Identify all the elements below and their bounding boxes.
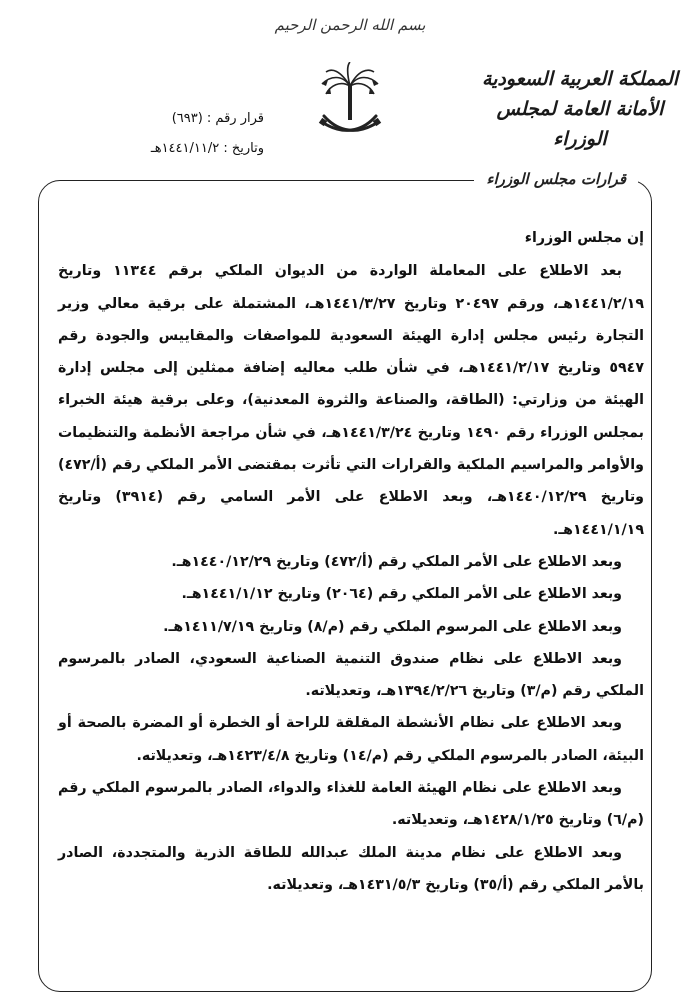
issuer-block bbox=[480, 66, 680, 154]
decision-number: قرار رقم : (٦٩٣) bbox=[171, 111, 264, 126]
body-paragraph: وبعد الاطلاع على الأمر الملكي رقم (٢٠٦٤) وتاريخ ١٤٤١/١/١٢هـ. bbox=[181, 586, 622, 603]
body-paragraph: وبعد الاطلاع على نظام مدينة الملك عبدالله للطاقة الذرية والمتجددة، الصادر بالأمر الملكي رقم (أ/٣٥) وتاريخ ١٤٣١/٥/٣هـ، وتعديلاته. bbox=[58, 844, 644, 893]
body-paragraph: وبعد الاطلاع على المرسوم الملكي رقم (م/٨) وتاريخ ١٤١١/٧/١٩هـ. bbox=[163, 618, 622, 635]
frame-title: قرارات مجلس الوزراء bbox=[474, 166, 638, 192]
decision-body bbox=[58, 222, 644, 901]
palm-and-swords-emblem-icon bbox=[318, 62, 382, 142]
body-paragraph: وبعد الاطلاع على الأمر الملكي رقم (أ/٤٧٢) وتاريخ ١٤٤٠/١٢/٢٩هـ. bbox=[171, 553, 622, 570]
body-paragraph: وبعد الاطلاع على نظام صندوق التنمية الصناعية السعودي، الصادر بالمرسوم الملكي رقم (م/٣) وتاريخ ١٣٩٤/٢/٢٦هـ، وتعديلاته. bbox=[58, 650, 644, 700]
body-paragraph: وبعد الاطلاع على نظام الهيئة العامة للغذاء والدواء، الصادر بالمرسوم الملكي رقم (م/٦) وتاريخ ١٤٢٨/١/٢٥هـ، وتعديلاته. bbox=[58, 780, 644, 829]
secretariat-name: الأمانة العامة لمجلس الوزراء bbox=[496, 98, 664, 150]
basmala: بسم الله الرحمن الرحيم bbox=[274, 16, 426, 34]
decision-date: وتاريخ : ١٤٤١/١١/٢هـ bbox=[150, 141, 264, 156]
decision-meta bbox=[84, 104, 264, 164]
kingdom-name: المملكة العربية السعودية bbox=[481, 68, 679, 90]
opening-line: إن مجلس الوزراء bbox=[524, 230, 644, 246]
body-paragraph: بعد الاطلاع على المعاملة الواردة من الديوان الملكي برقم ١١٣٤٤ وتاريخ ١٤٤١/٢/١٩هـ، ورقم ٢٠٤٩٧ وتاريخ ١٤٤١/٣/٢٧هـ، المشتملة على برقية معالي وزير التجارة رئيس مجلس إدارة الهيئة السعودية للمواصفات والمقاييس والجودة رقم ٥٩٤٧ وتاريخ ١٤٤١/٢/١٧هـ، في شأن طلب معاليه إضافة ممثلين إلى مجلس إدارة الهيئة من وزارتي: (الطاقة، والصناعة والثروة المعدنية)، وعلى برقية هيئة الخبراء بمجلس الوزراء رقم ١٤٩٠ وتاريخ ١٤٤١/٣/٢٤هـ، في شأن مراجعة الأنظمة والتنظيمات والأوامر والمراسيم الملكية والقرارات التي تأثرت بمقتضى الأمر الملكي رقم (أ/٤٧٢) وتاريخ ١٤٤٠/١٢/٢٩هـ، وبعد الاطلاع على الأمر السامي رقم (٣٩١٤) وتاريخ ١٤٤١/١/١٩هـ. bbox=[58, 263, 644, 538]
body-paragraph: وبعد الاطلاع على نظام الأنشطة المقلقة للراحة أو الخطرة أو المضرة بالصحة أو البيئة، الصادر بالمرسوم الملكي رقم (م/١٤) وتاريخ ١٤٢٣/٤/٨هـ، وتعديلاته. bbox=[58, 715, 644, 764]
